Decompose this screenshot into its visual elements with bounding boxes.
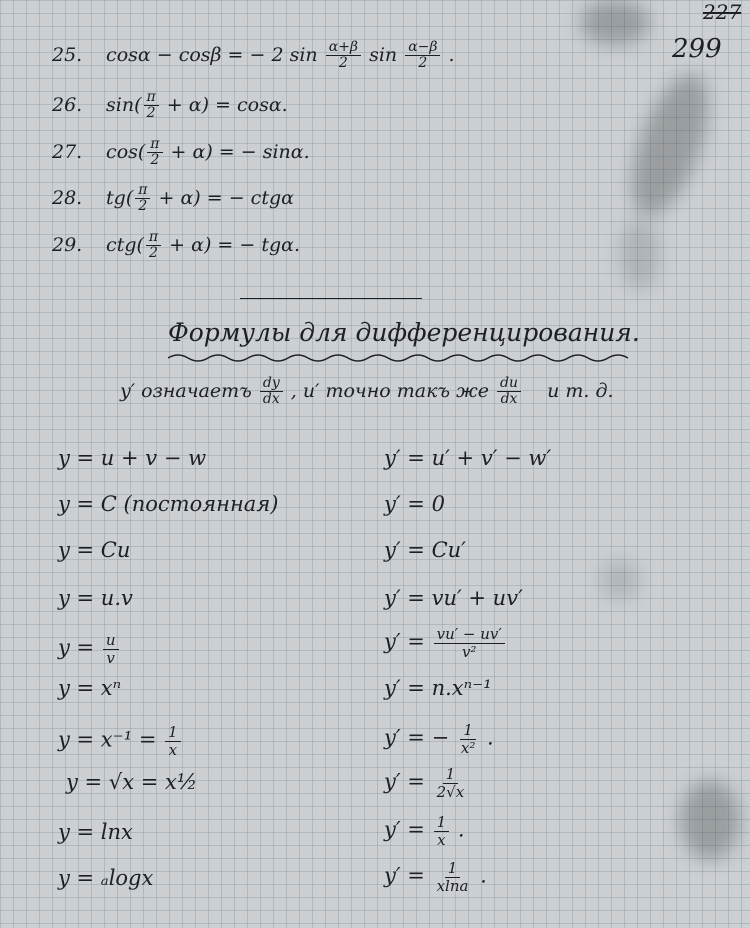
fraction-numerator: 1 <box>445 860 461 878</box>
fraction-numerator: π <box>146 230 161 246</box>
section-heading: Формулы для дифференцирования. <box>168 318 640 347</box>
trig-formula-29 <box>52 230 300 262</box>
formula-text: + α) = − tgα. <box>169 233 300 256</box>
ink-smudge <box>620 220 660 290</box>
formula-text: y′ = <box>384 863 425 888</box>
fraction <box>103 632 119 666</box>
trig-formula-25 <box>52 40 455 72</box>
fraction <box>165 724 181 758</box>
formula-text: . <box>480 863 487 888</box>
fraction <box>434 626 505 660</box>
fraction-denominator: xlna <box>436 876 469 895</box>
function-formula: y = Cu <box>58 538 131 562</box>
fraction-numerator: π <box>144 90 159 106</box>
formula-number: 28. <box>52 186 83 209</box>
fraction-denominator: 2 <box>146 105 156 122</box>
fraction-denominator: 2 <box>418 55 428 72</box>
fraction-numerator: π <box>135 183 150 199</box>
formula-text: + α) = − ctgα <box>158 186 294 209</box>
notation-text: и т. д. <box>547 379 614 402</box>
trig-formula-28 <box>52 183 294 215</box>
derivative-formula: y′ = 0 <box>384 492 445 516</box>
derivative-formula <box>384 626 507 660</box>
fraction <box>147 137 162 169</box>
ink-smudge <box>680 780 740 860</box>
formula-number: 26. <box>52 93 83 116</box>
derivative-formula <box>384 722 494 756</box>
page-number: 299 <box>672 34 722 64</box>
function-formula <box>58 724 183 758</box>
fraction-numerator: dy <box>260 376 283 392</box>
derivative-formula: y′ = Cu′ <box>384 538 466 562</box>
page-number-crossed-out: 227 <box>703 0 742 24</box>
fraction-denominator: 2 <box>150 152 160 169</box>
notation-text: y′ означаетъ <box>120 379 252 402</box>
formula-text: + α) = cosα. <box>166 93 288 116</box>
fraction-numerator: 1 <box>443 766 459 784</box>
fraction-numerator: 1 <box>434 814 450 832</box>
fraction <box>260 376 283 408</box>
formula-text: y′ = <box>384 769 425 794</box>
ink-smudge <box>580 0 650 45</box>
formula-text: y = <box>58 635 95 660</box>
notation-text: , u′ точно такъ же <box>290 379 489 402</box>
heading-underline <box>168 352 638 364</box>
derivative-formula <box>384 814 465 848</box>
function-formula: y = ₐlogx <box>58 866 154 890</box>
fraction <box>146 230 161 262</box>
fraction <box>135 183 150 215</box>
formula-text: . <box>448 43 455 66</box>
formula-text: . <box>457 817 465 842</box>
derivative-formula <box>384 860 487 894</box>
fraction <box>326 40 361 72</box>
fraction-numerator: α+β <box>326 40 361 56</box>
section-divider <box>240 298 422 299</box>
fraction-denominator: x <box>437 830 446 849</box>
fraction-denominator: v² <box>461 642 477 661</box>
formula-text: + α) = − sinα. <box>170 140 310 163</box>
derivative-formula <box>384 766 469 800</box>
fraction-denominator: x² <box>460 738 476 757</box>
fraction <box>497 376 521 408</box>
fraction-denominator: v <box>106 648 115 667</box>
function-formula: y = xⁿ <box>58 676 122 700</box>
formula-text: sin <box>369 43 398 66</box>
formula-text: y′ = <box>384 817 425 842</box>
fraction-numerator: 1 <box>165 724 181 742</box>
formula-text: ctg( <box>106 233 144 256</box>
fraction-denominator: 2 <box>138 198 148 215</box>
formula-text: cosα − cosβ = − 2 sin <box>106 43 318 66</box>
ink-smudge <box>616 64 724 225</box>
derivative-formula: y′ = u′ + v′ − w′ <box>384 446 552 470</box>
function-formula: y = u.v <box>58 586 133 610</box>
trig-formula-27 <box>52 137 310 169</box>
fraction-numerator: π <box>147 137 162 153</box>
fraction <box>434 860 472 894</box>
formula-text: y′ = <box>384 629 425 654</box>
fraction <box>458 722 478 756</box>
formula-number: 25. <box>52 43 83 66</box>
formula-text: y′ = − <box>384 725 450 750</box>
fraction-numerator: u <box>103 632 119 650</box>
function-formula: y = √x = x½ <box>66 770 198 794</box>
formula-number: 29. <box>52 233 83 256</box>
formula-text: tg( <box>106 186 134 209</box>
fraction-denominator: dx <box>262 391 280 408</box>
fraction-denominator: 2 <box>149 245 158 262</box>
fraction-denominator: 2 <box>338 55 348 72</box>
formula-text: cos( <box>106 140 146 163</box>
fraction-numerator: du <box>497 376 521 392</box>
formula-text: sin( <box>106 93 142 116</box>
fraction-denominator: dx <box>500 391 518 408</box>
fraction-denominator: 2√x <box>436 782 465 801</box>
function-formula <box>58 632 121 666</box>
fraction <box>434 766 468 800</box>
derivative-formula: y′ = vu′ + uv′ <box>384 586 523 610</box>
function-formula: y = lnx <box>58 820 133 844</box>
function-formula: y = C (постоянная) <box>58 492 279 516</box>
fraction-numerator: 1 <box>460 722 476 740</box>
fraction <box>405 40 440 72</box>
notation-line <box>120 376 614 408</box>
derivative-formula: y′ = n.xⁿ⁻¹ <box>384 676 492 700</box>
trig-formula-26 <box>52 90 288 122</box>
function-formula: y = u + v − w <box>58 446 207 470</box>
formula-number: 27. <box>52 140 83 163</box>
formula-text: y = x⁻¹ = <box>58 727 157 752</box>
fraction <box>434 814 450 848</box>
fraction-numerator: α−β <box>405 40 440 56</box>
fraction-numerator: vu′ − uv′ <box>434 626 505 644</box>
formula-text: . <box>487 725 494 750</box>
fraction-denominator: x <box>168 740 178 759</box>
ink-smudge <box>600 560 640 600</box>
fraction <box>144 90 159 122</box>
